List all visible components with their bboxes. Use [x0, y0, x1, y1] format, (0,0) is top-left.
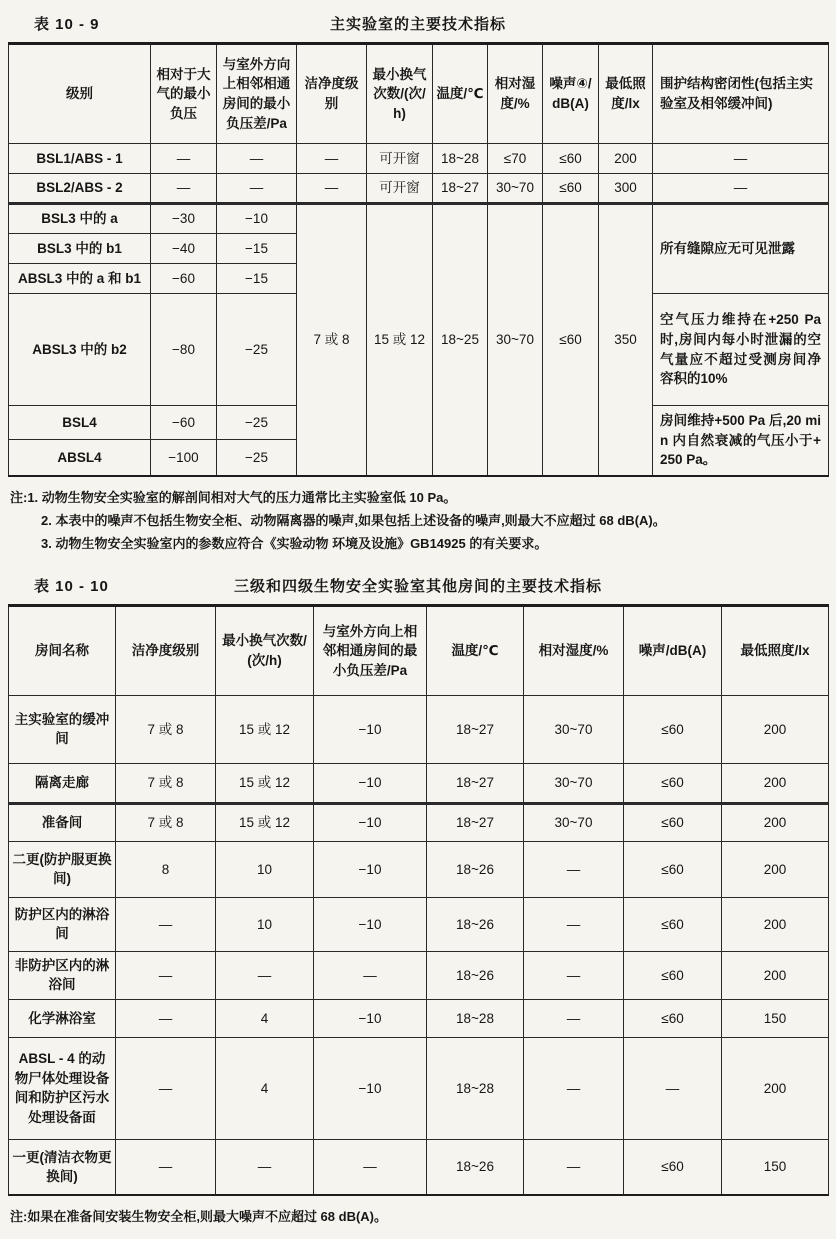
note-line: 2. 本表中的噪声不包括生物安全柜、动物隔离器的噪声,如果包括上述设备的噪声,则最大不应超过 68 dB(A)。 [41, 513, 666, 529]
data-cell: — [653, 144, 829, 174]
row-label: ABSL - 4 的动物尸体处理设备间和防护区污水处理设备面 [9, 1037, 116, 1139]
table-10-9-caption [8, 12, 828, 38]
data-cell: — [217, 174, 297, 204]
table-row [9, 204, 829, 234]
data-cell: — [297, 144, 367, 174]
table-10-9-label: 表 10 - 9 [34, 16, 100, 33]
data-cell: 7 或 8 [116, 763, 216, 803]
data-cell: ≤60 [624, 999, 722, 1037]
data-cell: — [653, 174, 829, 204]
row-label: BSL3 中的 a [9, 204, 151, 234]
merged-cell: 7 或 8 [297, 204, 367, 476]
data-cell: 18~28 [433, 144, 488, 174]
data-cell: 18~27 [427, 763, 524, 803]
t2-header-room: 房间名称 [9, 605, 116, 695]
t1-header-cleanliness: 洁净度级别 [297, 44, 367, 144]
table-row [9, 174, 829, 204]
data-cell: — [216, 1139, 314, 1195]
t1-header-air-changes: 最小换气次数/(次/h) [367, 44, 433, 144]
data-cell: — [524, 897, 624, 951]
data-cell: −15 [217, 234, 297, 264]
data-cell: — [116, 951, 216, 999]
data-cell: 150 [722, 1139, 829, 1195]
table-row [9, 695, 829, 763]
data-cell: 200 [722, 841, 829, 897]
t2-header-noise: 噪声/dB(A) [624, 605, 722, 695]
table-10-10 [8, 604, 829, 1197]
data-cell: ≤60 [543, 144, 599, 174]
data-cell: 30~70 [488, 174, 543, 204]
row-label: 化学淋浴室 [9, 999, 116, 1037]
data-cell: 18~26 [427, 841, 524, 897]
data-cell: 200 [722, 951, 829, 999]
t2-header-pressure-diff: 与室外方向上相邻相通房间的最小负压差/Pa [314, 605, 427, 695]
t1-header-pressure-diff: 与室外方向上相邻相通房间的最小负压差/Pa [217, 44, 297, 144]
data-cell: 15 或 12 [216, 803, 314, 841]
row-label: 主实验室的缓冲间 [9, 695, 116, 763]
t2-header-temperature: 温度/℃ [427, 605, 524, 695]
data-cell: 150 [722, 999, 829, 1037]
data-cell: 7 或 8 [116, 803, 216, 841]
t2-header-illuminance: 最低照度/lx [722, 605, 829, 695]
data-cell: −10 [314, 897, 427, 951]
data-cell: 4 [216, 999, 314, 1037]
data-cell: 18~28 [427, 999, 524, 1037]
data-cell: 30~70 [524, 695, 624, 763]
data-cell: −10 [314, 1037, 427, 1139]
data-cell: −25 [217, 439, 297, 475]
data-cell: 8 [116, 841, 216, 897]
data-cell: — [524, 951, 624, 999]
data-cell: 300 [599, 174, 653, 204]
data-cell: −40 [151, 234, 217, 264]
table-10-10-notes [10, 1205, 828, 1228]
row-label: 隔离走廊 [9, 763, 116, 803]
data-cell: 10 [216, 897, 314, 951]
data-cell: −10 [314, 999, 427, 1037]
data-cell: 15 或 12 [216, 763, 314, 803]
data-cell: 18~26 [427, 951, 524, 999]
row-label: ABSL4 [9, 439, 151, 475]
env-cell: 所有缝隙应无可见泄露 [653, 204, 829, 294]
data-cell: — [217, 144, 297, 174]
table-row [9, 897, 829, 951]
table-row [9, 144, 829, 174]
data-cell: — [524, 1139, 624, 1195]
t1-header-temperature: 温度/℃ [433, 44, 488, 144]
table-row [9, 841, 829, 897]
data-cell: −10 [314, 763, 427, 803]
data-cell: −60 [151, 406, 217, 440]
table-10-10-caption [8, 574, 828, 600]
data-cell: — [116, 1037, 216, 1139]
data-cell: 30~70 [524, 803, 624, 841]
table-10-9-title: 主实验室的主要技术指标 [329, 16, 506, 33]
section-gap [8, 558, 828, 572]
row-label: 二更(防护服更换间) [9, 841, 116, 897]
note-line: 注:如果在准备间安装生物安全柜,则最大噪声不应超过 68 dB(A)。 [10, 1209, 388, 1225]
row-label: ABSL3 中的 b2 [9, 294, 151, 406]
data-cell: — [151, 174, 217, 204]
data-cell: 4 [216, 1037, 314, 1139]
data-cell: 18~26 [427, 897, 524, 951]
data-cell: −30 [151, 204, 217, 234]
data-cell: 200 [722, 803, 829, 841]
data-cell: −60 [151, 264, 217, 294]
data-cell: 18~27 [427, 695, 524, 763]
t1-header-noise: 噪声④/dB(A) [543, 44, 599, 144]
data-cell: −25 [217, 294, 297, 406]
data-cell: 7 或 8 [116, 695, 216, 763]
table-row [9, 1139, 829, 1195]
data-cell: ≤60 [624, 897, 722, 951]
t2-header-cleanliness: 洁净度级别 [116, 605, 216, 695]
row-label: BSL3 中的 b1 [9, 234, 151, 264]
data-cell: 200 [722, 1037, 829, 1139]
row-label: BSL2/ABS - 2 [9, 174, 151, 204]
table-row [9, 605, 829, 695]
merged-cell: 350 [599, 204, 653, 476]
data-cell: — [624, 1037, 722, 1139]
data-cell: −100 [151, 439, 217, 475]
table-10-9 [8, 42, 829, 477]
data-cell: — [524, 999, 624, 1037]
row-label: BSL4 [9, 406, 151, 440]
data-cell: 18~28 [427, 1037, 524, 1139]
t2-header-humidity: 相对湿度/% [524, 605, 624, 695]
data-cell: 15 或 12 [216, 695, 314, 763]
merged-cell: ≤60 [543, 204, 599, 476]
data-cell: ≤60 [543, 174, 599, 204]
data-cell: −10 [314, 841, 427, 897]
table-row [9, 999, 829, 1037]
data-cell: — [524, 841, 624, 897]
table-row [9, 1037, 829, 1139]
env-cell: 空气压力维持在+250 Pa时,房间内每小时泄漏的空气量应不超过受测房间净容积的10% [653, 294, 829, 406]
data-cell: ≤60 [624, 1139, 722, 1195]
data-cell: 10 [216, 841, 314, 897]
data-cell: ≤60 [624, 951, 722, 999]
row-label: 防护区内的淋浴间 [9, 897, 116, 951]
table-row [9, 44, 829, 144]
data-cell: 30~70 [524, 763, 624, 803]
t1-header-humidity: 相对湿度/% [488, 44, 543, 144]
data-cell: 18~27 [427, 803, 524, 841]
row-label: 非防护区内的淋浴间 [9, 951, 116, 999]
data-cell: 200 [722, 897, 829, 951]
data-cell: — [216, 951, 314, 999]
data-cell: −10 [314, 695, 427, 763]
table-10-10-label: 表 10 - 10 [34, 577, 109, 595]
table-row [9, 763, 829, 803]
row-label: 准备间 [9, 803, 116, 841]
data-cell: −15 [217, 264, 297, 294]
data-cell: −10 [217, 204, 297, 234]
data-cell: 200 [722, 695, 829, 763]
merged-cell: 30~70 [488, 204, 543, 476]
data-cell: — [116, 999, 216, 1037]
data-cell: 200 [599, 144, 653, 174]
env-cell: 房间维持+500 Pa 后,20 min 内自然衰减的气压小于+250 Pa。 [653, 406, 829, 476]
data-cell: — [297, 174, 367, 204]
data-cell: — [314, 1139, 427, 1195]
t1-header-level: 级别 [9, 44, 151, 144]
data-cell: 18~27 [433, 174, 488, 204]
data-cell: — [151, 144, 217, 174]
data-cell: ≤60 [624, 841, 722, 897]
t1-header-enclosure: 围护结构密闭性(包括主实验室及相邻缓冲间) [653, 44, 829, 144]
t1-header-illuminance: 最低照度/lx [599, 44, 653, 144]
row-label: BSL1/ABS - 1 [9, 144, 151, 174]
table-10-9-notes [10, 486, 828, 556]
note-line: 注:1. 动物生物安全实验室的解剖间相对大气的压力通常比主实验室低 10 Pa。 [10, 489, 457, 505]
data-cell: — [314, 951, 427, 999]
data-cell: 18~26 [427, 1139, 524, 1195]
data-cell: ≤60 [624, 763, 722, 803]
merged-cell: 15 或 12 [367, 204, 433, 476]
table-row [9, 951, 829, 999]
table-row [9, 803, 829, 841]
data-cell: ≤60 [624, 695, 722, 763]
row-label: ABSL3 中的 a 和 b1 [9, 264, 151, 294]
data-cell: −10 [314, 803, 427, 841]
data-cell: — [116, 1139, 216, 1195]
data-cell: −25 [217, 406, 297, 440]
data-cell: 可开窗 [367, 174, 433, 204]
data-cell: 200 [722, 763, 829, 803]
note-line: 3. 动物生物安全实验室内的参数应符合《实验动物 环境及设施》GB14925 的有关要求。 [41, 536, 548, 552]
data-cell: ≤70 [488, 144, 543, 174]
t2-header-air-changes: 最小换气次数/(次/h) [216, 605, 314, 695]
merged-cell: 18~25 [433, 204, 488, 476]
table-10-10-title: 三级和四级生物安全实验室其他房间的主要技术指标 [233, 577, 602, 595]
t1-header-pressure: 相对于大气的最小负压 [151, 44, 217, 144]
data-cell: 可开窗 [367, 144, 433, 174]
data-cell: — [116, 897, 216, 951]
row-label: 一更(清洁衣物更换间) [9, 1139, 116, 1195]
data-cell: −80 [151, 294, 217, 406]
data-cell: — [524, 1037, 624, 1139]
scanned-document-page [8, 12, 828, 1229]
data-cell: ≤60 [624, 803, 722, 841]
